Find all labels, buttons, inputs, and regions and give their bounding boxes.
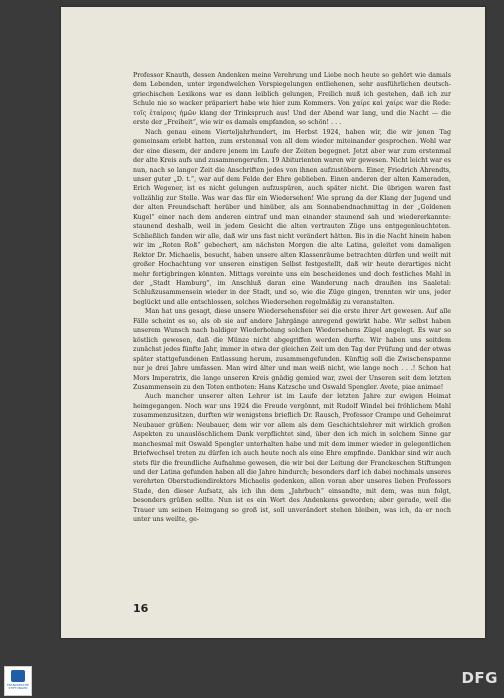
dfg-logo[interactable]: DFG <box>461 669 498 687</box>
body-text <box>133 71 451 525</box>
paragraph: Nach genau einem Vierteljahrhundert, im Herbst 1924, haben wir, die wir jenen Tag gemeinsam erlebt hatten, zum erstenmal von all dem wieder miteinander gesprochen. Wohl war der eine diesem, der andere jenem im Laufe der Zeiten begegnet. Jetzt aber war zum erstenmal der alte Kreis aufs und zusammengerufen. 19 Abiturienten waren wir gewesen. Nicht leicht war es nun, nach so langer Zeit die Anschriften jedes von ihnen aufzustöbern. Einer, Friedrich Ahrendts, unser guter „D. t.“, war auf dem Felde der Ehre geblieben. Einen anderen der alten Kameraden, Erich Wegener, ist es nicht gelungen aufzuspüren, auch später nicht. Die übrigen waren fast vollzählig zur Stelle. Was war das für ein Wiedersehen! Wie sprang da der Klang der Jugend und der alten Freundschaft herüber und hinüber, als am Sonnabendnachmittag in der „Goldenen Kugel“ einer nach dem anderen eintraf und man einander staunend sah und wiedererkannte: staunend deshalb, weil in jedem Gesicht die alten vertrauten Züge uns entgegenleuchteten. Schließlich fanden wir alle, daß wir uns fast nicht verändert hätten. Bis in die Nacht hinein haben wir im „Roten Roß“ gebechert, am nächsten Morgen die alte Latina, geleitet vom damaligen Rektor Dr. Michaelis, besucht, haben unsere alten Klassenräume betrachten dürfen und weilt mit großer Hochachtung vor unseren einstigen Selbst festgestellt, daß wir heute derartiges nicht mehr fertigbringen könnten. Mittags vereinte uns ein bescheidenes und doch festliches Mahl in der „Stadt Hamburg“, im Anschluß daran eine Wanderung nach draußen ins Saaletal: Schlußzusammensein wieder in der Stadt, und so, wie die Züge gingen, trennten wir uns, jeder beglückt und alle entschlossen, solches Wiedersehen regelmäßig zu veranstalten. <box>133 128 451 306</box>
page-number: 16 <box>133 602 149 615</box>
paragraph: Auch mancher unserer alten Lehrer ist im Laufe der letzten Jahre zur ewigen Heimat heimgegangen. Noch war uns 1924 die Freude vergönnt, mit Rudolf Windel bei fröhlichem Mahl zusammenzusitzen, durften wir wenigstens brieflich Dr. Rausch, Professor Crampe und Geheimrat Neubauer grüßen: Neubauer, dem wir vor allem als dem Geschichtslehrer mit wirklich großen Aspekten zu unauslöschlichem Dank verpflichtet sind, über den ich mich in solchem Sinne gar manchesmal mit Oswald Spengler unterhalten habe und mit dem immer wieder in gelegentlichen Briefwechsel treten zu dürfen ich auch heute noch als eine Ehre empfinde. Dankbar sind wir auch stets für die freundliche Aufnahme gewesen, die wir bei der Leitung der Franckeschen Stiftungen und der Latina gefunden haben all die Jahre hindurch; besonders darf ich dabei nochmals unseres verehrten Oberstudiendirektors Michaelis gedenken, allen voran aber unseres lieben Professors Stade, den dieser Aufsatz, als ich ihn dem „Jahrbuch“ einsandte, mit dem, was nun folgt, besonders grüßen sollte. Nun ist es ein Wort des Andenkens geworden; aber gerade, weil die Trauer um seinen Heimgang so groß ist, soll unverändert stehen bleiben, was ich, da er noch unter uns weilte, ge- <box>133 393 451 524</box>
franckesche-stiftungen-logo[interactable] <box>4 666 32 696</box>
viewer-footer-bar <box>0 663 504 698</box>
document-page <box>61 7 485 638</box>
logo-caption: FRANCKESCHE STIFTUNGEN <box>6 683 30 691</box>
paragraph: Professor Knauth, dessen Andenken meine Verehrung und Liebe noch heute so gehört wie damals dem Lebenden, unter irgendwelchen Vorspiegelungen entliehenen, sehr ausführlichen deutsch-griechischen Lexikons war es dann leiblich gelungen, Freilich muß ich gestehen, daß ich zur Schule nie so wacker präpariert habe wie hier zum Kommers. Von χαίρε καὶ χαίρε war die Rede: τοῖς ἑταίροις ἡμῶν klang der Trinkspruch aus! Und der Abend war lang, und die Nacht — die erste der „Freiheit“, wie wir es damals empfanden, so schön! . . . <box>133 72 451 127</box>
paragraph: Man hat uns gesagt, diese unsere Wiedersehensfeier sei die erste ihrer Art gewesen. Auf alle Fälle scheint es so, als ob sie auf andere Jahrgänge anregend gewirkt habe. Wir selbst haben unserem Wunsch nach baldiger Wiederholung solchen Wiedersehens Zügel angelegt. Es war so köstlich gewesen, daß die Münze nicht abgegriffen werden durfte. Wir haben uns seitdem zunächst jedes fünfte Jahr, immer in etwa der gleichen Zeit um den Tag der Prüfung und der etwas später stattgefundenen Entlassung herum, zusammengefunden. Künftig soll die Zwischenspanne nur je drei Jahre umfassen. Man wird älter und man weiß nicht, wie lange noch . . .! Schon hat Mors Imperatrix, die lange unseren Kreis gnädig gemied war, zwei der Unseren seit dem letzten Zusammensein zu den Toten entboten: Hans Katzsche und Oswald Spengler. Avete, piae animae! <box>133 308 451 391</box>
institution-logo-icon <box>11 670 25 682</box>
